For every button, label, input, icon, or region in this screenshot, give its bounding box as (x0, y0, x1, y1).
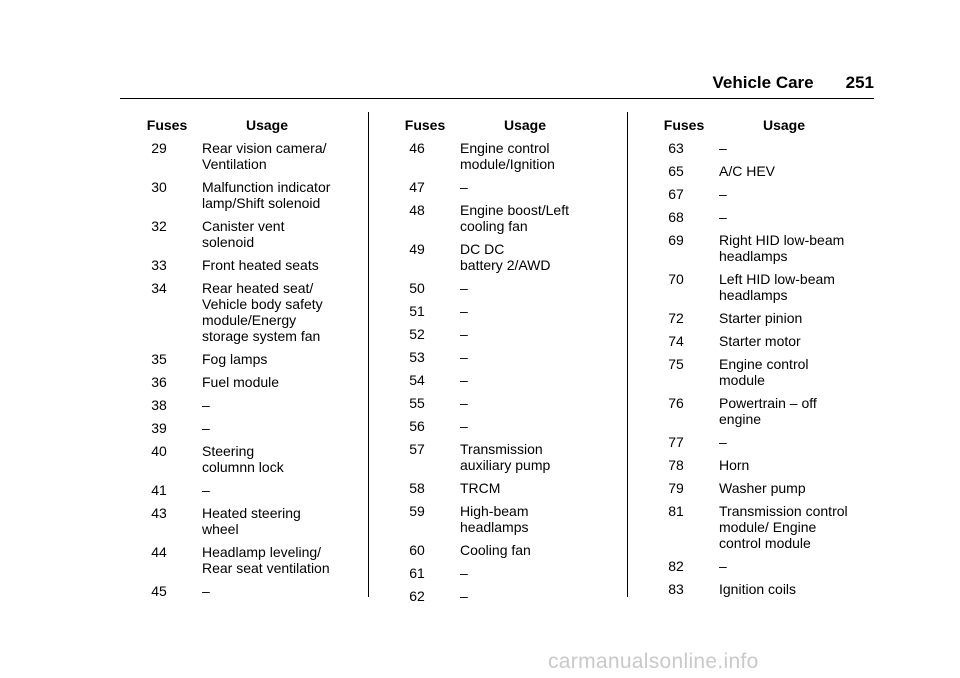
fuse-usage: – (719, 558, 727, 574)
fuse-usage: Left HID low-beam headlamps (719, 271, 835, 303)
table-row (128, 397, 368, 413)
fuse-number: 67 (668, 186, 684, 202)
table-row (386, 588, 626, 604)
table-row (386, 372, 626, 388)
table-row (386, 503, 626, 535)
fuse-number: 79 (668, 480, 684, 496)
table-row (645, 209, 885, 225)
fuse-usage: – (460, 565, 468, 581)
table-row (128, 351, 368, 367)
fuse-number: 60 (409, 542, 425, 558)
column-divider (627, 112, 628, 597)
fuse-number: 62 (409, 588, 425, 604)
table-row (128, 420, 368, 436)
column-divider (368, 112, 369, 597)
fuse-number: 65 (668, 163, 684, 179)
fuse-usage: Ignition coils (719, 581, 797, 597)
fuses-header: Fuses (404, 117, 446, 133)
fuse-number: 45 (151, 583, 167, 599)
table-row (128, 374, 368, 390)
table-row (645, 395, 885, 427)
fuse-number: 58 (409, 480, 425, 496)
usage-header: Usage (762, 117, 806, 133)
table-row (645, 503, 885, 551)
fuses-header: Fuses (663, 117, 705, 133)
table-row (386, 441, 626, 473)
table-rows (645, 140, 885, 597)
table-row (386, 179, 626, 195)
table-row (386, 326, 626, 342)
fuse-usage: A/C HEV (719, 163, 776, 179)
fuse-number: 53 (409, 349, 425, 365)
fuse-usage: – (460, 326, 468, 342)
table-row (128, 218, 368, 250)
fuse-number: 46 (409, 140, 425, 156)
fuse-usage: Starter motor (719, 333, 801, 349)
table-header (128, 116, 368, 134)
table-rows (386, 140, 626, 604)
page-header (120, 68, 874, 99)
usage-header: Usage (245, 117, 289, 133)
table-row (645, 581, 885, 597)
fuse-usage: Front heated seats (202, 257, 319, 273)
fuse-number: 39 (151, 420, 167, 436)
fuse-usage: – (202, 482, 210, 498)
fuse-usage: Steering columnn lock (202, 443, 284, 475)
watermark: carmanualsonline.info (548, 650, 759, 673)
table-row (645, 333, 885, 349)
table-row (386, 202, 626, 234)
fuse-usage: Starter pinion (719, 310, 803, 326)
fuse-usage: – (202, 583, 210, 599)
table-row (645, 558, 885, 574)
table-row (128, 257, 368, 273)
fuse-number: 55 (409, 395, 425, 411)
table-row (645, 434, 885, 450)
fuse-number: 56 (409, 418, 425, 434)
fuse-usage: Rear vision camera/ Ventilation (202, 140, 327, 172)
fuse-usage: – (719, 209, 727, 225)
fuse-usage: Fog lamps (202, 351, 268, 367)
table-row (645, 163, 885, 179)
fuse-usage: – (202, 420, 210, 436)
fuse-usage: – (460, 395, 468, 411)
fuse-usage: DC DC battery 2/AWD (460, 241, 551, 273)
table-row (645, 271, 885, 303)
fuse-number: 35 (151, 351, 167, 367)
fuse-number: 72 (668, 310, 684, 326)
fuse-usage: Transmission control module/ Engine control module (719, 503, 848, 551)
fuse-usage: Cooling fan (460, 542, 531, 558)
table-row (645, 356, 885, 388)
table-row (645, 310, 885, 326)
table-row (386, 395, 626, 411)
table-row (386, 140, 626, 172)
fuses-header: Fuses (146, 117, 188, 133)
fuse-usage: – (460, 588, 468, 604)
fuse-number: 50 (409, 280, 425, 296)
fuse-number: 44 (151, 544, 167, 560)
table-row (645, 480, 885, 496)
table-row (386, 303, 626, 319)
table-row (645, 140, 885, 156)
fuse-number: 76 (668, 395, 684, 411)
fuse-number: 51 (409, 303, 425, 319)
fuse-number: 48 (409, 202, 425, 218)
fuse-number: 83 (668, 581, 684, 597)
table-row (386, 542, 626, 558)
fuse-number: 41 (151, 482, 167, 498)
fuse-usage: TRCM (460, 480, 501, 496)
page-number: 251 (845, 73, 874, 92)
table-row (128, 544, 368, 576)
table-row (386, 480, 626, 496)
fuse-usage: Fuel module (202, 374, 280, 390)
fuse-usage: – (460, 280, 468, 296)
fuse-number: 33 (151, 257, 167, 273)
fuse-number: 30 (151, 179, 167, 195)
fuse-number: 29 (151, 140, 167, 156)
fuse-number: 36 (151, 374, 167, 390)
table-row (128, 179, 368, 211)
fuse-usage: Canister vent solenoid (202, 218, 285, 250)
fuse-number: 52 (409, 326, 425, 342)
fuse-number: 38 (151, 397, 167, 413)
table-row (128, 140, 368, 172)
fuse-number: 68 (668, 209, 684, 225)
fuse-number: 61 (409, 565, 425, 581)
section-title: Vehicle Care (712, 73, 814, 92)
fuse-table-column-1 (128, 116, 368, 606)
fuse-usage: – (460, 179, 468, 195)
fuse-table-column-2 (386, 116, 626, 611)
table-row (386, 280, 626, 296)
fuse-usage: – (719, 186, 727, 202)
fuse-usage: Engine control module (719, 356, 809, 388)
table-row (128, 505, 368, 537)
table-row (386, 418, 626, 434)
table-header (386, 116, 626, 134)
fuse-number: 40 (151, 443, 167, 459)
fuse-usage: – (719, 140, 727, 156)
fuse-usage: – (719, 434, 727, 450)
fuse-usage: – (460, 349, 468, 365)
fuse-usage: – (460, 418, 468, 434)
fuse-usage: – (202, 397, 210, 413)
fuse-usage: Headlamp leveling/ Rear seat ventilation (202, 544, 330, 576)
fuse-number: 54 (409, 372, 425, 388)
table-row (128, 482, 368, 498)
fuse-usage: Powertrain – off engine (719, 395, 817, 427)
fuse-usage: Engine control module/Ignition (460, 140, 555, 172)
fuse-usage: Engine boost/Left cooling fan (460, 202, 569, 234)
fuse-number: 47 (409, 179, 425, 195)
fuse-usage: Malfunction indicator lamp/Shift solenoid (202, 179, 331, 211)
fuse-usage: Rear heated seat/ Vehicle body safety module/Energy storage system fan (202, 280, 323, 344)
fuse-number: 78 (668, 457, 684, 473)
fuse-number: 81 (668, 503, 684, 519)
usage-header: Usage (503, 117, 547, 133)
table-row (386, 349, 626, 365)
fuse-usage: Right HID low-beam headlamps (719, 232, 845, 264)
fuse-number: 57 (409, 441, 425, 457)
table-row (645, 186, 885, 202)
table-row (386, 565, 626, 581)
fuse-number: 49 (409, 241, 425, 257)
table-row (128, 280, 368, 344)
table-row (128, 443, 368, 475)
fuse-usage: – (460, 372, 468, 388)
fuse-number: 34 (151, 280, 167, 296)
table-rows (128, 140, 368, 599)
fuse-usage: – (460, 303, 468, 319)
fuse-number: 70 (668, 271, 684, 287)
fuse-usage: High-beam headlamps (460, 503, 529, 535)
fuse-number: 63 (668, 140, 684, 156)
fuse-number: 32 (151, 218, 167, 234)
fuse-number: 74 (668, 333, 684, 349)
table-header (645, 116, 885, 134)
table-row (645, 232, 885, 264)
fuse-usage: Transmission auxiliary pump (460, 441, 551, 473)
fuse-number: 75 (668, 356, 684, 372)
fuse-table-column-3 (645, 116, 885, 604)
fuse-number: 82 (668, 558, 684, 574)
fuse-usage: Washer pump (719, 480, 806, 496)
fuse-number: 69 (668, 232, 684, 248)
fuse-usage: Horn (719, 457, 750, 473)
fuse-usage: Heated steering wheel (202, 505, 301, 537)
table-row (645, 457, 885, 473)
fuse-number: 43 (151, 505, 167, 521)
table-row (128, 583, 368, 599)
table-row (386, 241, 626, 273)
fuse-number: 77 (668, 434, 684, 450)
fuse-number: 59 (409, 503, 425, 519)
